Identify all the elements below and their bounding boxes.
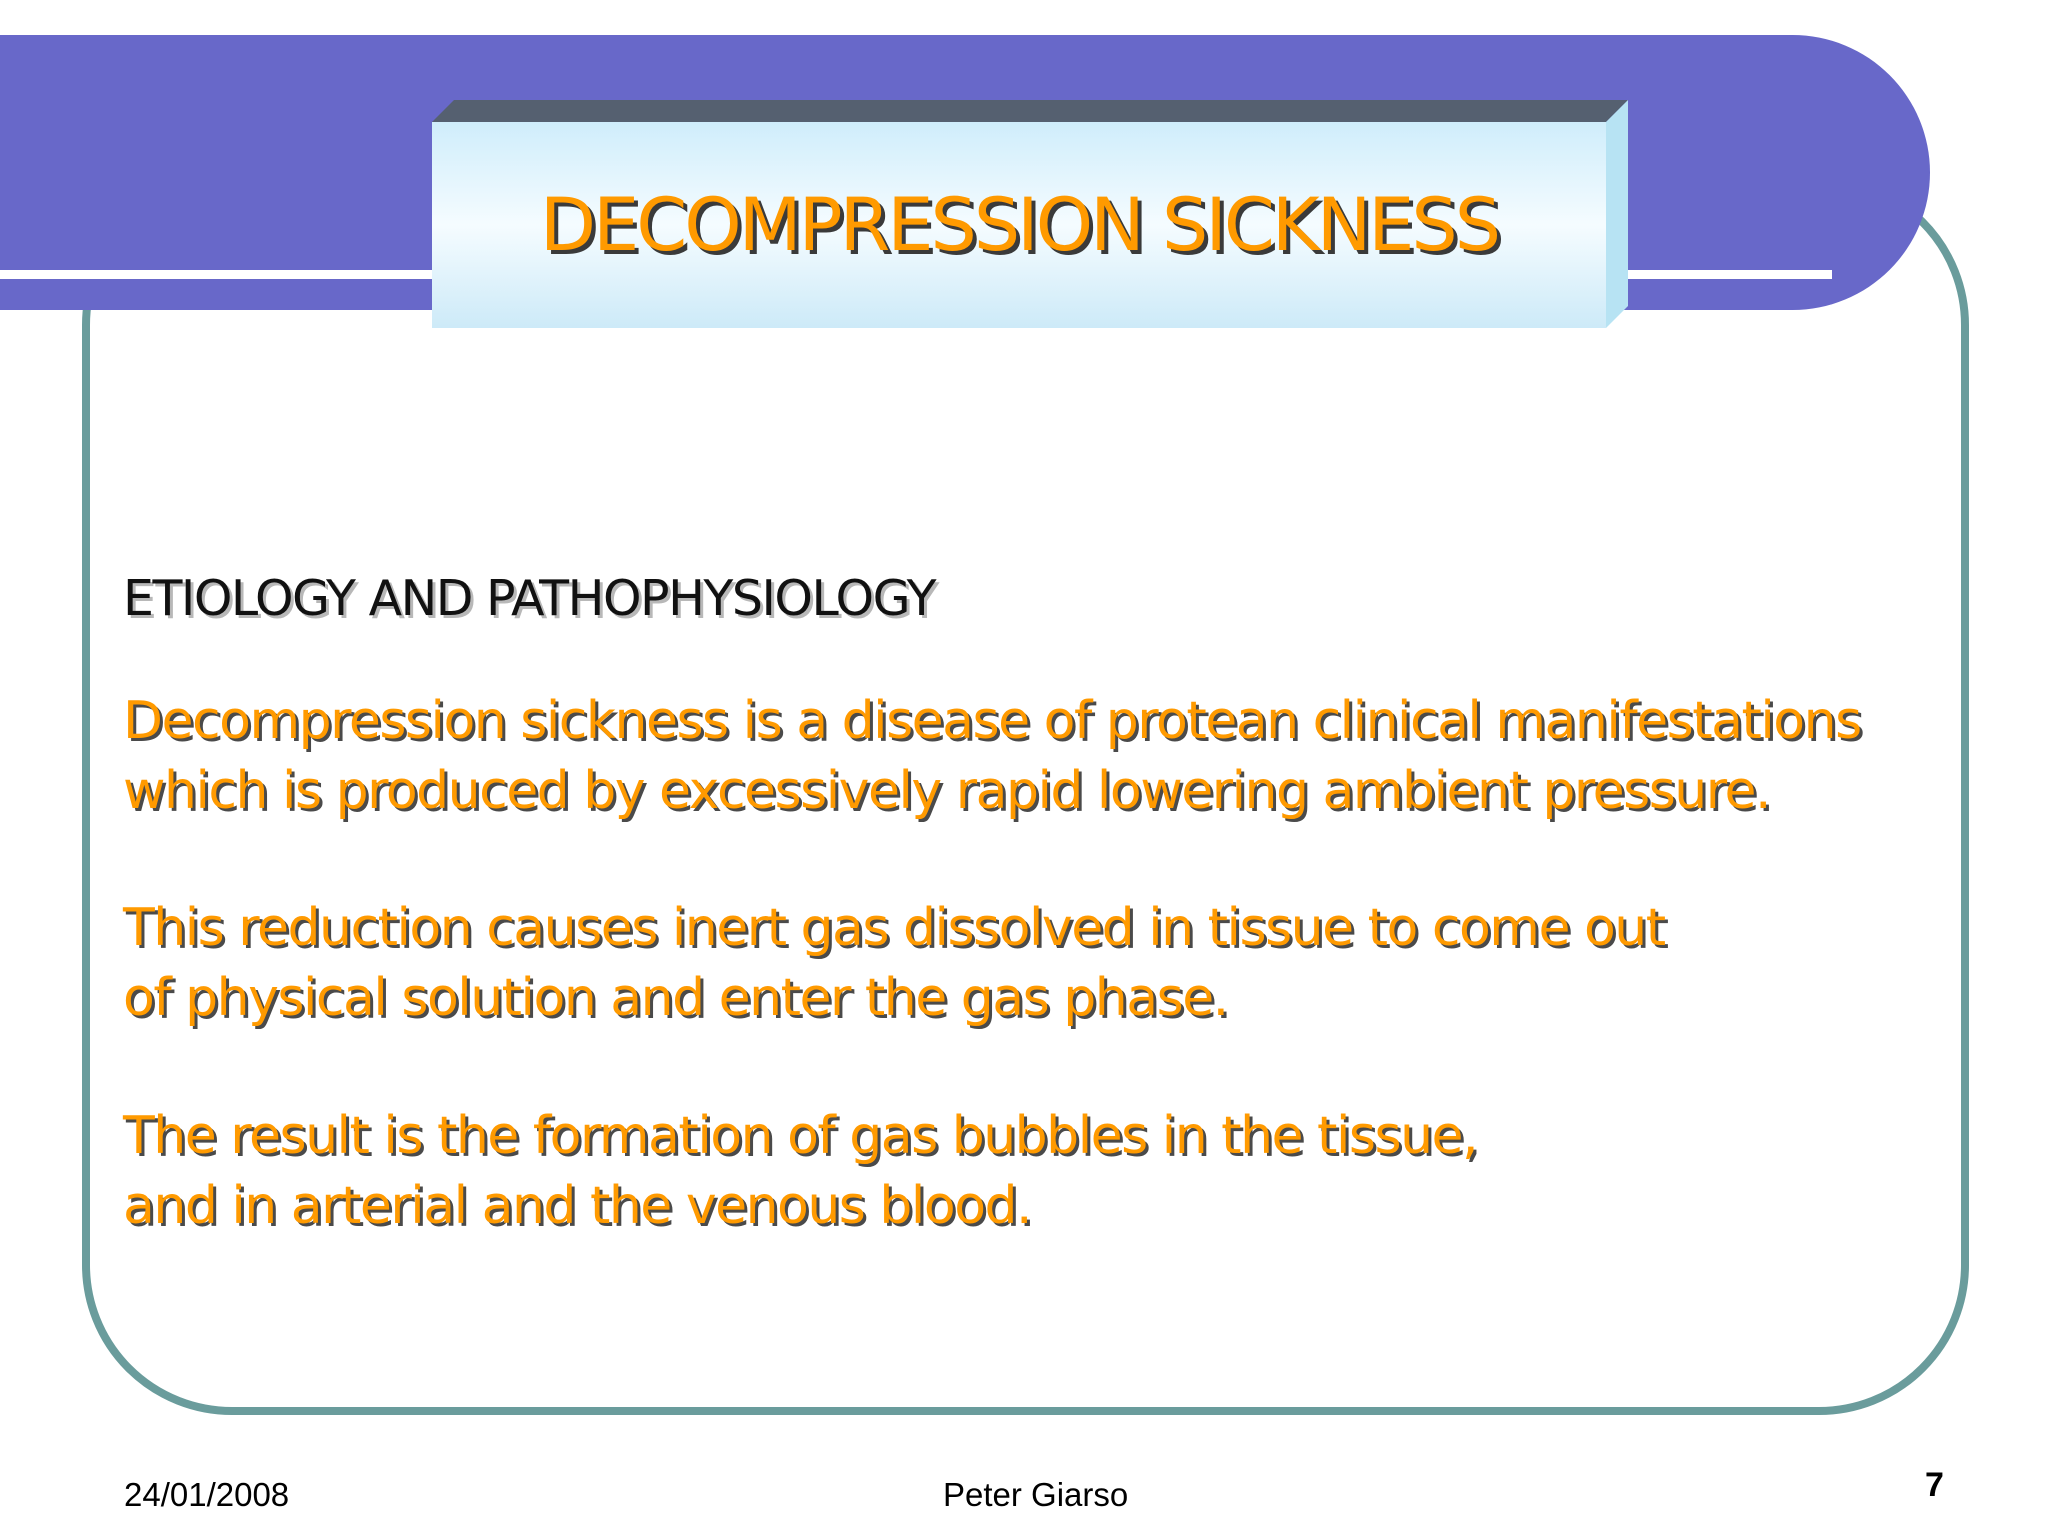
page-number: 7 <box>1925 1466 1944 1504</box>
footer-author: Peter Giarso <box>943 1476 1129 1513</box>
slide-title: DECOMPRESSION SICKNESS <box>539 182 1499 268</box>
title-box-side-edge <box>1606 100 1628 328</box>
paragraph-2-line-2: of physical solution and enter the gas phase. <box>123 968 1228 1028</box>
paragraph-2-line-1: This reduction causes inert gas dissolved in tissue to come out <box>123 898 1665 958</box>
footer-date: 24/01/2008 <box>124 1476 290 1513</box>
paragraph-2 <box>123 893 1665 1033</box>
paragraph-3-line-2: and in arterial and the venous blood. <box>123 1176 1032 1236</box>
paragraph-1-line-1: Decompression sickness is a disease of protean clinical manifestations <box>123 691 1861 751</box>
paragraph-3-line-1: The result is the formation of gas bubbles in the tissue, <box>123 1106 1478 1166</box>
paragraph-1-line-2: which is produced by excessively rapid lowering ambient pressure. <box>123 761 1771 821</box>
section-subheading: ETIOLOGY AND PATHOPHYSIOLOGY <box>123 570 936 627</box>
title-box-top-edge <box>432 100 1628 122</box>
title-box <box>432 122 1606 328</box>
paragraph-3 <box>123 1101 1477 1241</box>
paragraph-1 <box>123 686 1861 826</box>
